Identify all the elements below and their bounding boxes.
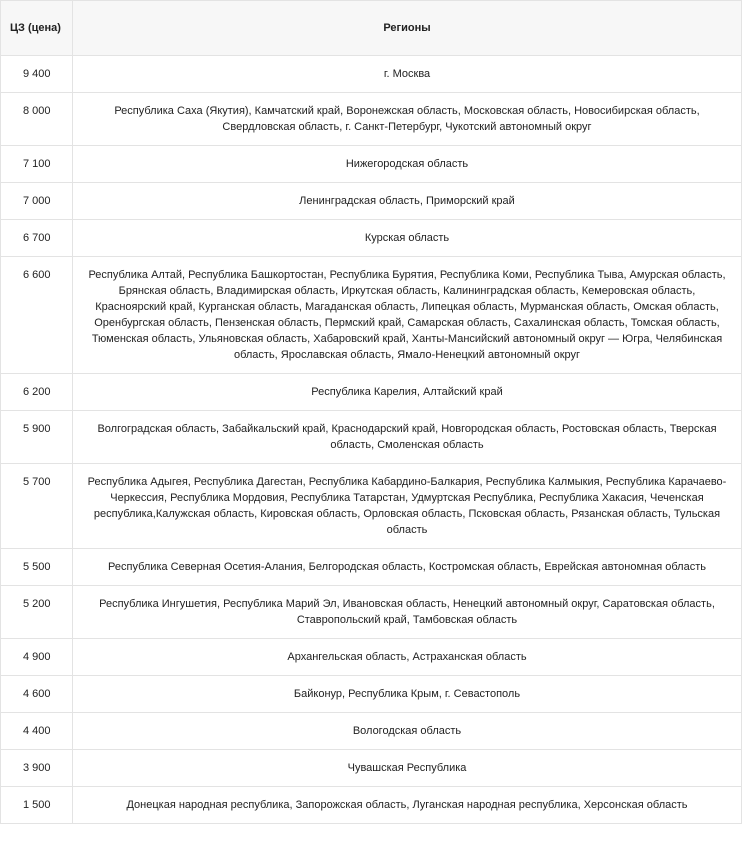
- regions-cell: г. Москва: [73, 56, 742, 93]
- regions-cell: Нижегородская область: [73, 146, 742, 183]
- regions-cell: Республика Адыгея, Республика Дагестан, Республика Кабардино-Балкария, Республика Калмыкия, Республика Карачаево-Черкессия, Республика Мордовия, Республика Татарстан, Удмуртская Республика, Республика Хакасия, Чеченская республика,Калужская область, Кировская область, Орловская область, Псковская область, Рязанская область, Тульская область: [73, 464, 742, 549]
- table-row: [1, 93, 742, 146]
- regions-cell: Вологодская область: [73, 713, 742, 750]
- table-row: [1, 146, 742, 183]
- table-row: [1, 639, 742, 676]
- regions-cell: Республика Алтай, Республика Башкортостан, Республика Бурятия, Республика Коми, Республика Тыва, Амурская область, Брянская область, Владимирская область, Иркутская область, Калининградская область, Кемеровская область, Красноярский край, Курганская область, Магаданская область, Липецкая область, Мурманская область, Омская область, Оренбургская область, Пензенская область, Пермский край, Самарская область, Сахалинская область, Томская область, Тюменская область, Ульяновская область, Хабаровский край, Ханты-Мансийский автономный округ — Югра, Челябинская область, Ярославская область, Ямало-Ненецкий автономный округ: [73, 257, 742, 374]
- price-cell: 6 200: [1, 374, 73, 411]
- table-row: [1, 676, 742, 713]
- table-row: [1, 257, 742, 374]
- price-cell: 9 400: [1, 56, 73, 93]
- table-row: [1, 549, 742, 586]
- price-cell: 6 600: [1, 257, 73, 374]
- table-row: [1, 411, 742, 464]
- regions-cell: Байконур, Республика Крым, г. Севастополь: [73, 676, 742, 713]
- regions-cell: Курская область: [73, 220, 742, 257]
- price-cell: 4 600: [1, 676, 73, 713]
- regions-cell: Ленинградская область, Приморский край: [73, 183, 742, 220]
- price-cell: 5 200: [1, 586, 73, 639]
- regions-cell: Волгоградская область, Забайкальский край, Краснодарский край, Новгородская область, Ростовская область, Тверская область, Смоленская область: [73, 411, 742, 464]
- table-row: [1, 374, 742, 411]
- price-cell: 4 900: [1, 639, 73, 676]
- table-row: [1, 183, 742, 220]
- table-row: [1, 220, 742, 257]
- table-row: [1, 787, 742, 824]
- table-body: [1, 56, 742, 824]
- table-row: [1, 586, 742, 639]
- price-cell: 3 900: [1, 750, 73, 787]
- regions-cell: Республика Саха (Якутия), Камчатский край, Воронежская область, Московская область, Новосибирская область, Свердловская область, г. Санкт-Петербург, Чукотский автономный округ: [73, 93, 742, 146]
- header-regions: Регионы: [73, 1, 742, 56]
- price-cell: 1 500: [1, 787, 73, 824]
- price-cell: 5 500: [1, 549, 73, 586]
- table-row: [1, 56, 742, 93]
- header-price: ЦЗ (цена): [1, 1, 73, 56]
- regions-cell: Республика Северная Осетия-Алания, Белгородская область, Костромская область, Еврейская автономная область: [73, 549, 742, 586]
- header-row: [1, 1, 742, 56]
- regions-cell: Республика Карелия, Алтайский край: [73, 374, 742, 411]
- table-row: [1, 750, 742, 787]
- regions-cell: Архангельская область, Астраханская область: [73, 639, 742, 676]
- price-cell: 4 400: [1, 713, 73, 750]
- price-cell: 5 900: [1, 411, 73, 464]
- price-cell: 7 000: [1, 183, 73, 220]
- regions-cell: Чувашская Республика: [73, 750, 742, 787]
- regions-cell: Донецкая народная республика, Запорожская область, Луганская народная республика, Херсонская область: [73, 787, 742, 824]
- price-cell: 8 000: [1, 93, 73, 146]
- price-cell: 5 700: [1, 464, 73, 549]
- price-cell: 7 100: [1, 146, 73, 183]
- regions-cell: Республика Ингушетия, Республика Марий Эл, Ивановская область, Ненецкий автономный округ, Саратовская область, Ставропольский край, Тамбовская область: [73, 586, 742, 639]
- table-row: [1, 464, 742, 549]
- price-cell: 6 700: [1, 220, 73, 257]
- table-row: [1, 713, 742, 750]
- table-header: [1, 1, 742, 56]
